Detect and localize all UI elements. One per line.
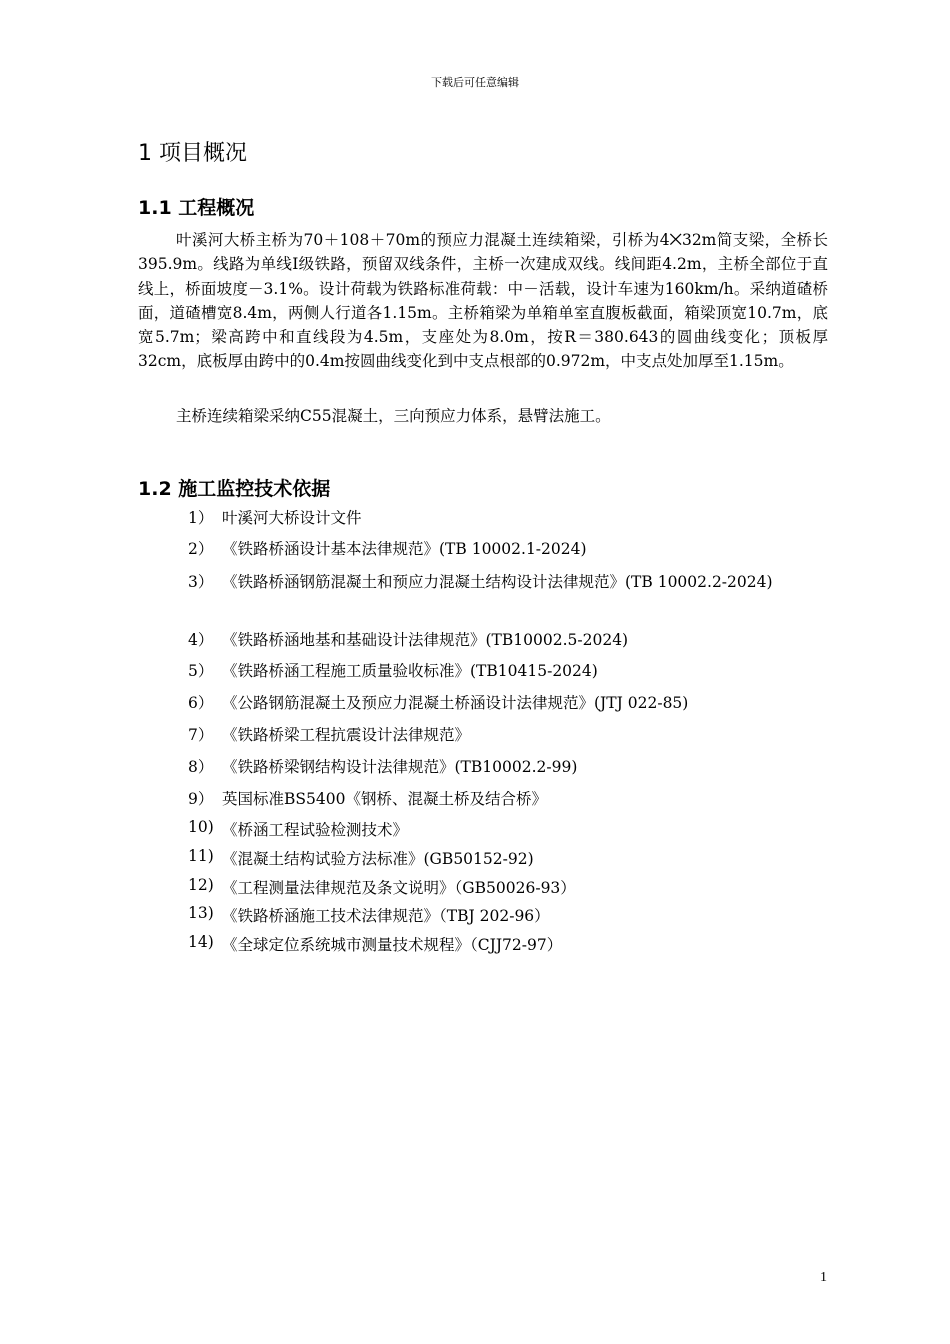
list-item <box>188 876 838 904</box>
list-item-number: 9） <box>188 790 214 808</box>
list-item <box>188 659 838 691</box>
list-item-number: 8） <box>188 758 214 776</box>
list-item <box>188 787 838 818</box>
list-item <box>188 933 838 962</box>
list-item <box>188 537 838 568</box>
list-item-text: 《铁路桥梁钢结构设计法律规范》(TB10002.2-99) <box>222 758 578 776</box>
list-item-text: 《铁路桥涵施工技术法律规范》（TBJ 202-96） <box>222 907 550 925</box>
reference-list <box>188 506 838 962</box>
list-item <box>188 904 838 933</box>
list-item-text: 叶溪河大桥设计文件 <box>222 509 362 527</box>
list-item <box>188 847 838 876</box>
list-item-number: 5） <box>188 662 214 680</box>
list-item-text: 《铁路桥梁工程抗震设计法律规范》 <box>222 726 471 744</box>
subsection-title-overview: 1.1 工程概况 <box>138 197 255 219</box>
page-header: 下载后可任意编辑 <box>431 76 519 89</box>
list-item-text: 《铁路桥涵地基和基础设计法律规范》(TB10002.5-2024) <box>222 631 629 649</box>
list-item-text: 《铁路桥涵工程施工质量验收标准》(TB10415-2024) <box>222 662 598 680</box>
list-item-number: 1） <box>188 509 214 527</box>
list-item-text: 《全球定位系统城市测量技术规程》（CJJ72-97） <box>222 936 563 954</box>
list-item <box>188 818 838 847</box>
list-item-number: 12) <box>188 876 214 894</box>
section-title: 1 项目概况 <box>138 141 247 166</box>
list-item-number: 4） <box>188 631 214 649</box>
list-item-number: 6） <box>188 694 214 712</box>
list-item-number: 2） <box>188 540 214 558</box>
list-item-number: 13) <box>188 904 214 922</box>
list-item-number: 7） <box>188 726 214 744</box>
list-item <box>188 628 838 659</box>
list-item <box>188 506 838 537</box>
overview-paragraph-1: 叶溪河大桥主桥为70＋108＋70m的预应力混凝土连续箱梁，引桥为4⨉32m简支梁，全桥长395.9m。线路为单线Ⅰ级铁路，预留双线条件，主桥一次建成双线。线间距4.2m，主桥全部位于直线上，桥面坡度－3.1%。设计荷载为铁路标准荷载：中－活载，设计车速为160km/h。采纳道碴桥面，道碴槽宽8.4m，两侧人行道各1.15m。主桥箱梁为单箱单室直腹板截面，箱梁顶宽10.7m，底宽5.7m；梁高跨中和直线段为4.5m，支座处为8.0m，按R＝380.643的圆曲线变化；顶板厚32cm，底板厚由跨中的0.4m按圆曲线变化到中支点根部的0.972m，中支点处加厚至1.15m。 <box>138 231 828 371</box>
list-item-number: 10) <box>188 818 214 836</box>
list-item <box>188 755 838 787</box>
list-item <box>188 568 838 628</box>
list-item-text: 《公路钢筋混凝土及预应力混凝土桥涵设计法律规范》(JTJ 022-85) <box>222 694 689 712</box>
list-item-text: 《混凝土结构试验方法标准》(GB50152-92) <box>222 850 534 868</box>
list-item-text: 《桥涵工程试验检测技术》 <box>222 821 409 839</box>
list-item-text: 英国标准BS5400《钢桥、混凝土桥及结合桥》 <box>222 790 547 808</box>
list-item-text: 《铁路桥涵设计基本法律规范》(TB 10002.1-2024) <box>222 540 587 558</box>
subsection-title-basis: 1.2 施工监控技术依据 <box>138 478 331 500</box>
list-item-number: 3） <box>188 573 214 591</box>
list-item-text: 《铁路桥涵钢筋混凝土和预应力混凝土结构设计法律规范》(TB 10002.2-2024) <box>222 573 773 591</box>
list-item-number: 14) <box>188 933 214 951</box>
list-item-number: 11) <box>188 847 214 865</box>
list-item <box>188 723 838 755</box>
page-number: 1 <box>820 1270 827 1285</box>
list-item <box>188 691 838 723</box>
list-item-text: 《工程测量法律规范及条文说明》（GB50026-93） <box>222 879 576 897</box>
overview-paragraph-2: 主桥连续箱梁采纳C55混凝土，三向预应力体系，悬臂法施工。 <box>176 407 611 425</box>
